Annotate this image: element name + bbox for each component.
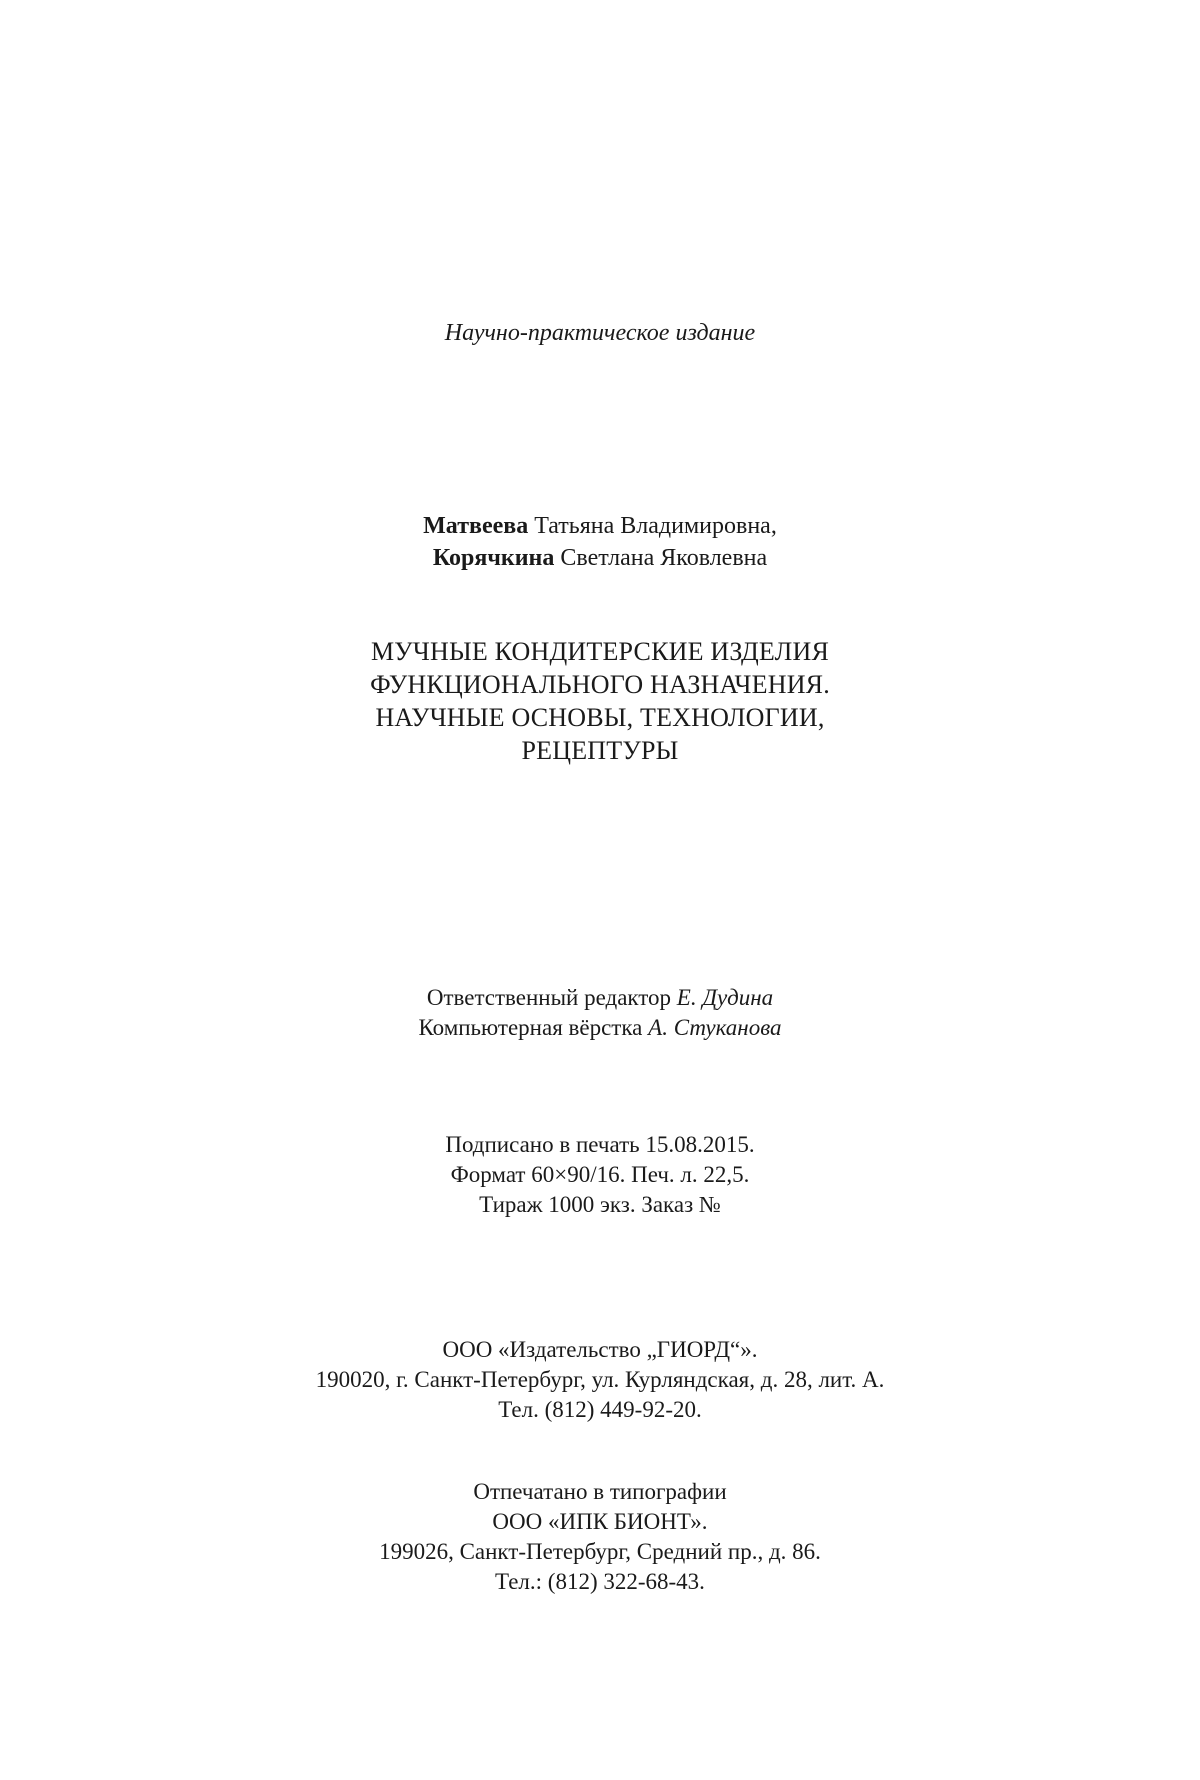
book-title (0, 635, 1200, 767)
print-info-signed: Подписано в печать 15.08.2015. (445, 1132, 755, 1157)
publisher (0, 1335, 1200, 1425)
author-2 (0, 542, 1200, 574)
printer (0, 1477, 1200, 1597)
credit-layout-role: Компьютерная вёрстка (418, 1015, 643, 1040)
printer-phone: Тел.: (812) 322-68-43. (495, 1569, 705, 1594)
credits (0, 983, 1200, 1043)
printer-address: 199026, Санкт-Петербург, Средний пр., д. 86. (379, 1539, 821, 1564)
author-2-surname: Корячкина (432, 545, 555, 571)
author-1-surname: Матвеева (423, 513, 529, 539)
print-info (0, 1130, 1200, 1220)
credit-editor-person: Е. Дудина (676, 985, 774, 1010)
author-1 (0, 510, 1200, 542)
publisher-address: 190020, г. Санкт-Петербург, ул. Курляндская, д. 28, лит. А. (315, 1367, 885, 1392)
credit-layout-person: А. Стуканова (648, 1015, 782, 1040)
credit-editor (0, 983, 1200, 1013)
printer-intro: Отпечатано в типографии (473, 1479, 727, 1504)
author-2-name: Светлана Яковлевна (560, 545, 768, 571)
print-info-format: Формат 60×90/16. Печ. л. 22,5. (450, 1162, 750, 1187)
author-1-suffix: , (770, 513, 777, 539)
credit-editor-role: Ответственный редактор (426, 985, 672, 1010)
authors (0, 510, 1200, 574)
credit-layout (0, 1013, 1200, 1043)
printer-name: ООО «ИПК БИОНТ». (492, 1509, 708, 1534)
book-title-line-2: ФУНКЦИОНАЛЬНОГО НАЗНАЧЕНИЯ. (370, 670, 830, 699)
book-title-line-1: МУЧНЫЕ КОНДИТЕРСКИЕ ИЗДЕЛИЯ (370, 637, 830, 666)
book-title-line-4: РЕЦЕПТУРЫ (521, 736, 679, 765)
publisher-name: ООО «Издательство „ГИОРД“». (442, 1337, 758, 1362)
print-info-run: Тираж 1000 экз. Заказ № (479, 1192, 721, 1217)
edition-type-text: Научно-практическое издание (444, 320, 756, 346)
book-title-line-3: НАУЧНЫЕ ОСНОВЫ, ТЕХНОЛОГИИ, (375, 703, 825, 732)
publisher-phone: Тел. (812) 449-92-20. (498, 1397, 702, 1422)
edition-type (0, 318, 1200, 348)
author-1-name: Татьяна Владимировна (534, 513, 771, 539)
